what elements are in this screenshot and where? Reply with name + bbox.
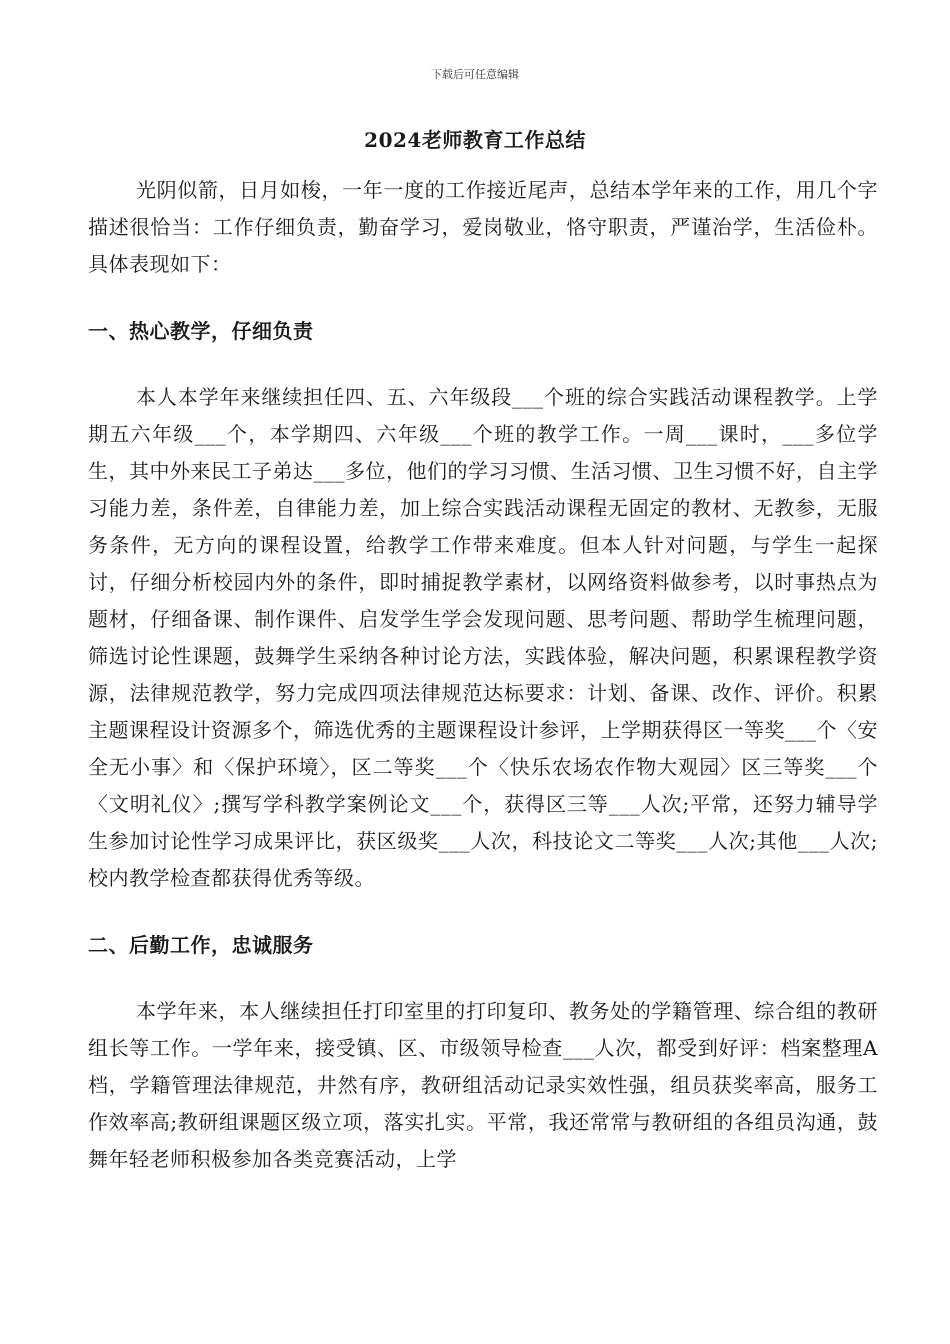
section-2-paragraph: 本学年来，本人继续担任打印室里的打印复印、教务处的学籍管理、综合组的教研组长等工作。一学年来，接受镇、区、市级领导检查___人次，都受到好评：档案整理A档，学籍管理法律规范，井然有序，教研组活动记录实效性强，组员获奖率高，服务工作效率高;教研组课题区级立项，落实扎实。平常，我还常常与教研组的各组员沟通，鼓舞年轻老师积极参加各类竞赛活动，上学: [88, 999, 878, 1171]
section-1-heading: 一、热心教学，仔细负责: [88, 319, 314, 343]
intro-paragraph: 光阴似箭，日月如梭，一年一度的工作接近尾声，总结本学年来的工作，用几个字描述很恰当：工作仔细负责，勤奋学习，爱岗敬业，恪守职责，严谨治学，生活俭朴。具体表现如下：: [88, 178, 878, 276]
section-1-paragraph: 本人本学年来继续担任四、五、六年级段___个班的综合实践活动课程教学。上学期五六年级___个，本学期四、六年级___个班的教学工作。一周___课时，___多位学生，其中外来民工子弟达___多位，他们的学习习惯、生活习惯、卫生习惯不好，自主学习能力差，条件差，自律能力差，加上综合实践活动课程无固定的教材、无教参，无服务条件，无方向的课程设置，给教学工作带来难度。但本人针对问题，与学生一起探讨，仔细分析校园内外的条件，即时捕捉教学素材，以网络资料做参考，以时事热点为题材，仔细备课、制作课件、启发学生学会发现问题、思考问题、帮助学生梳理问题，筛选讨论性课题，鼓舞学生采纳各种讨论方法，实践体验，解决问题，积累课程教学资源，法律规范教学，努力完成四项法律规范达标要求：计划、备课、改作、评价。积累主题课程设计资源多个，筛选优秀的主题课程设计参评，上学期获得区一等奖___个〈安全无小事〉和〈保护环境〉，区二等奖___个〈快乐农场农作物大观园〉区三等奖___个〈文明礼仪〉;撰写学科教学案例论文___个，获得区三等___人次;平常，还努力辅导学生参加讨论性学习成果评比，获区级奖___人次，科技论文二等奖___人次;其他___人次;校内教学检查都获得优秀等级。: [88, 385, 878, 890]
document-body: [88, 172, 878, 1178]
document-title: 2024老师教育工作总结: [364, 128, 586, 152]
section-2-heading: 二、后勤工作，忠诚服务: [88, 933, 314, 957]
page-header-note: 下载后可任意编辑: [431, 68, 519, 81]
